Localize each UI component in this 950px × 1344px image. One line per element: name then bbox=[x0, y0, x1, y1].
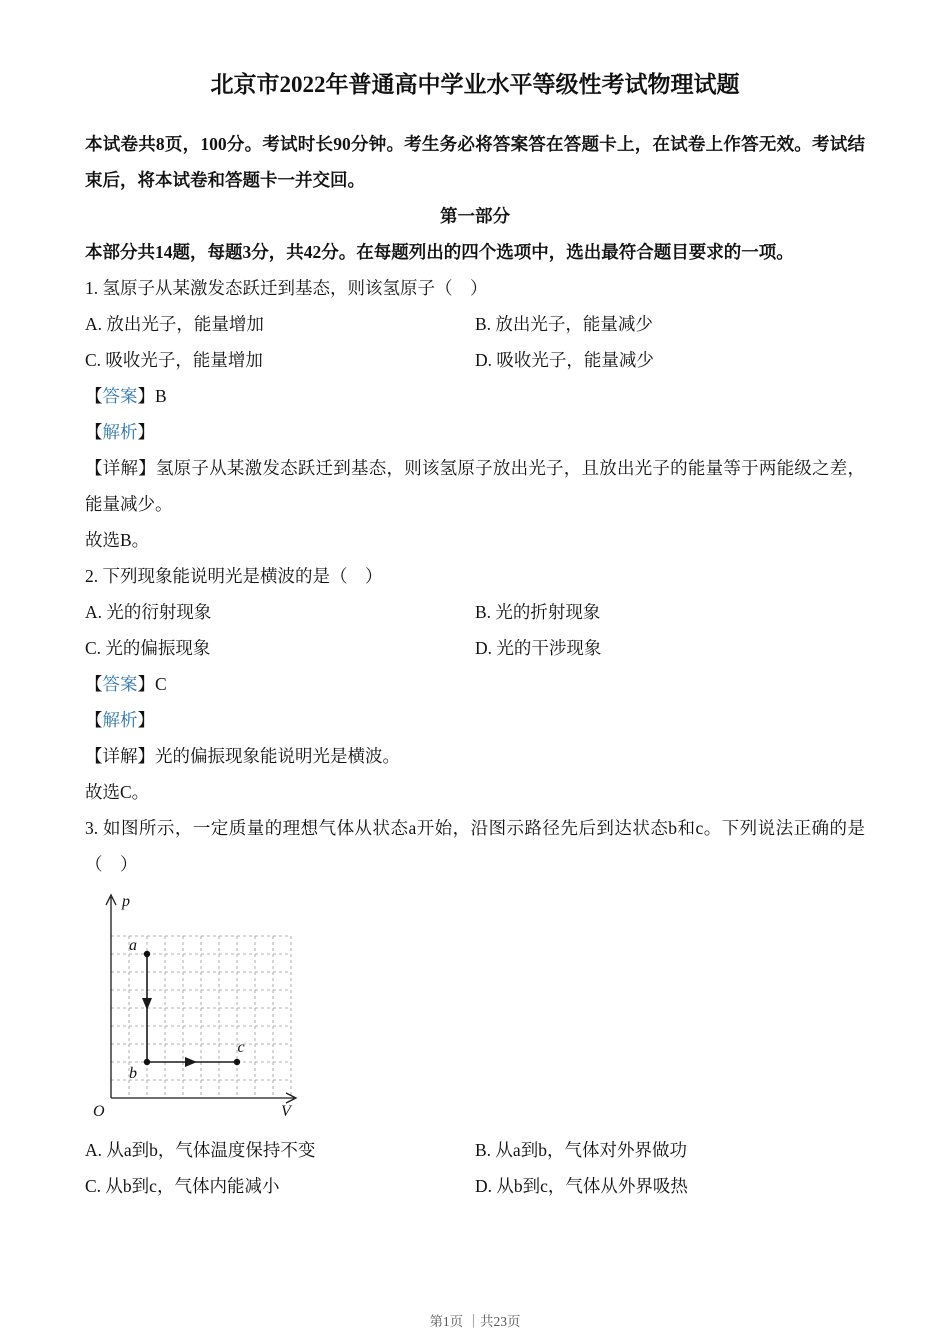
question-2-options bbox=[85, 594, 865, 666]
option-c: C. 吸收光子，能量增加 bbox=[85, 350, 263, 370]
pv-diagram bbox=[89, 886, 319, 1118]
question-2 bbox=[85, 558, 865, 810]
answer-value: B bbox=[155, 386, 167, 406]
state-point-c bbox=[234, 1059, 240, 1065]
option-c: C. 从b到c，气体内能减小 bbox=[85, 1176, 280, 1196]
question-3-options bbox=[85, 1132, 865, 1204]
option-d: D. 从b到c，气体从外界吸热 bbox=[475, 1176, 688, 1196]
option-a: A. 从a到b，气体温度保持不变 bbox=[85, 1140, 316, 1160]
question-1-options bbox=[85, 306, 865, 378]
right-arrow-icon bbox=[185, 1057, 197, 1067]
question-1 bbox=[85, 270, 865, 558]
bracket-close: 】 bbox=[137, 422, 155, 442]
bracket-open: 【 bbox=[85, 422, 103, 442]
bracket-open: 【 bbox=[85, 674, 103, 694]
answer-line bbox=[85, 378, 865, 414]
bracket-close: 】 bbox=[137, 674, 155, 694]
bracket-open: 【 bbox=[85, 386, 103, 406]
option-b: B. 从a到b，气体对外界做功 bbox=[475, 1140, 687, 1160]
state-point-a bbox=[144, 951, 150, 957]
conclusion-line: 故选C。 bbox=[85, 782, 150, 802]
answer-label: 答案 bbox=[102, 674, 138, 694]
y-axis-label: p bbox=[122, 893, 130, 910]
question-3 bbox=[85, 810, 865, 1204]
bracket-close: 】 bbox=[137, 710, 155, 730]
analysis-label: 解析 bbox=[102, 710, 138, 730]
grid-lines bbox=[111, 936, 291, 1098]
option-a: A. 放出光子，能量增加 bbox=[85, 314, 264, 334]
answer-line bbox=[85, 666, 865, 702]
option-d: D. 吸收光子，能量减少 bbox=[475, 350, 654, 370]
process-path bbox=[142, 951, 240, 1067]
analysis-label: 解析 bbox=[102, 422, 138, 442]
answer-value: C bbox=[155, 674, 167, 694]
section-instructions: 本部分共14题，每题3分，共42分。在每题列出的四个选项中，选出最符合题目要求的一项。 bbox=[85, 242, 794, 262]
section-header: 第一部分 bbox=[440, 206, 510, 226]
conclusion-line: 故选B。 bbox=[85, 530, 150, 550]
pv-diagram-figure bbox=[89, 886, 865, 1130]
bracket-open: 【 bbox=[85, 710, 103, 730]
point-c-label: c bbox=[237, 1039, 245, 1056]
detail-label: 【详解】 bbox=[85, 458, 156, 478]
option-a: A. 光的衍射现象 bbox=[85, 602, 212, 622]
question-1-stem: 1. 氢原子从某激发态跃迁到基态，则该氢原子（ ） bbox=[85, 278, 488, 298]
detail-text: 光的偏振现象能说明光是横波。 bbox=[155, 746, 400, 766]
question-3-stem: 3. 如图所示，一定质量的理想气体从状态a开始，沿图示路径先后到达状态b和c。下列说法正确的是（ ） bbox=[85, 818, 865, 874]
detail-label: 【详解】 bbox=[85, 746, 155, 766]
origin-label: O bbox=[93, 1103, 105, 1118]
detail-line bbox=[85, 450, 865, 522]
option-c: C. 光的偏振现象 bbox=[85, 638, 211, 658]
exam-instructions: 本试卷共8页，100分。考试时长90分钟。考生务必将答案答在答题卡上，在试卷上作答无效。考试结束后，将本试卷和答题卡一并交回。 bbox=[85, 134, 865, 190]
detail-text: 氢原子从某激发态跃迁到基态，则该氢原子放出光子，且放出光子的能量等于两能级之差，能量减少。 bbox=[85, 458, 866, 514]
page-footer: 第1页 ｜共23页 bbox=[429, 1314, 521, 1329]
bracket-close: 】 bbox=[137, 386, 155, 406]
analysis-line bbox=[85, 702, 865, 738]
page-title: 北京市2022年普通高中学业水平等级性考试物理试题 bbox=[210, 72, 740, 97]
point-b-label: b bbox=[129, 1065, 137, 1082]
option-b: B. 光的折射现象 bbox=[475, 602, 601, 622]
detail-line bbox=[85, 738, 865, 774]
analysis-line bbox=[85, 414, 865, 450]
point-a-label: a bbox=[129, 937, 137, 954]
option-b: B. 放出光子，能量减少 bbox=[475, 314, 653, 334]
x-axis-label: V bbox=[281, 1103, 291, 1118]
option-d: D. 光的干涉现象 bbox=[475, 638, 602, 658]
state-point-b bbox=[144, 1059, 150, 1065]
question-2-stem: 2. 下列现象能说明光是横波的是（ ） bbox=[85, 566, 383, 586]
answer-label: 答案 bbox=[102, 386, 138, 406]
